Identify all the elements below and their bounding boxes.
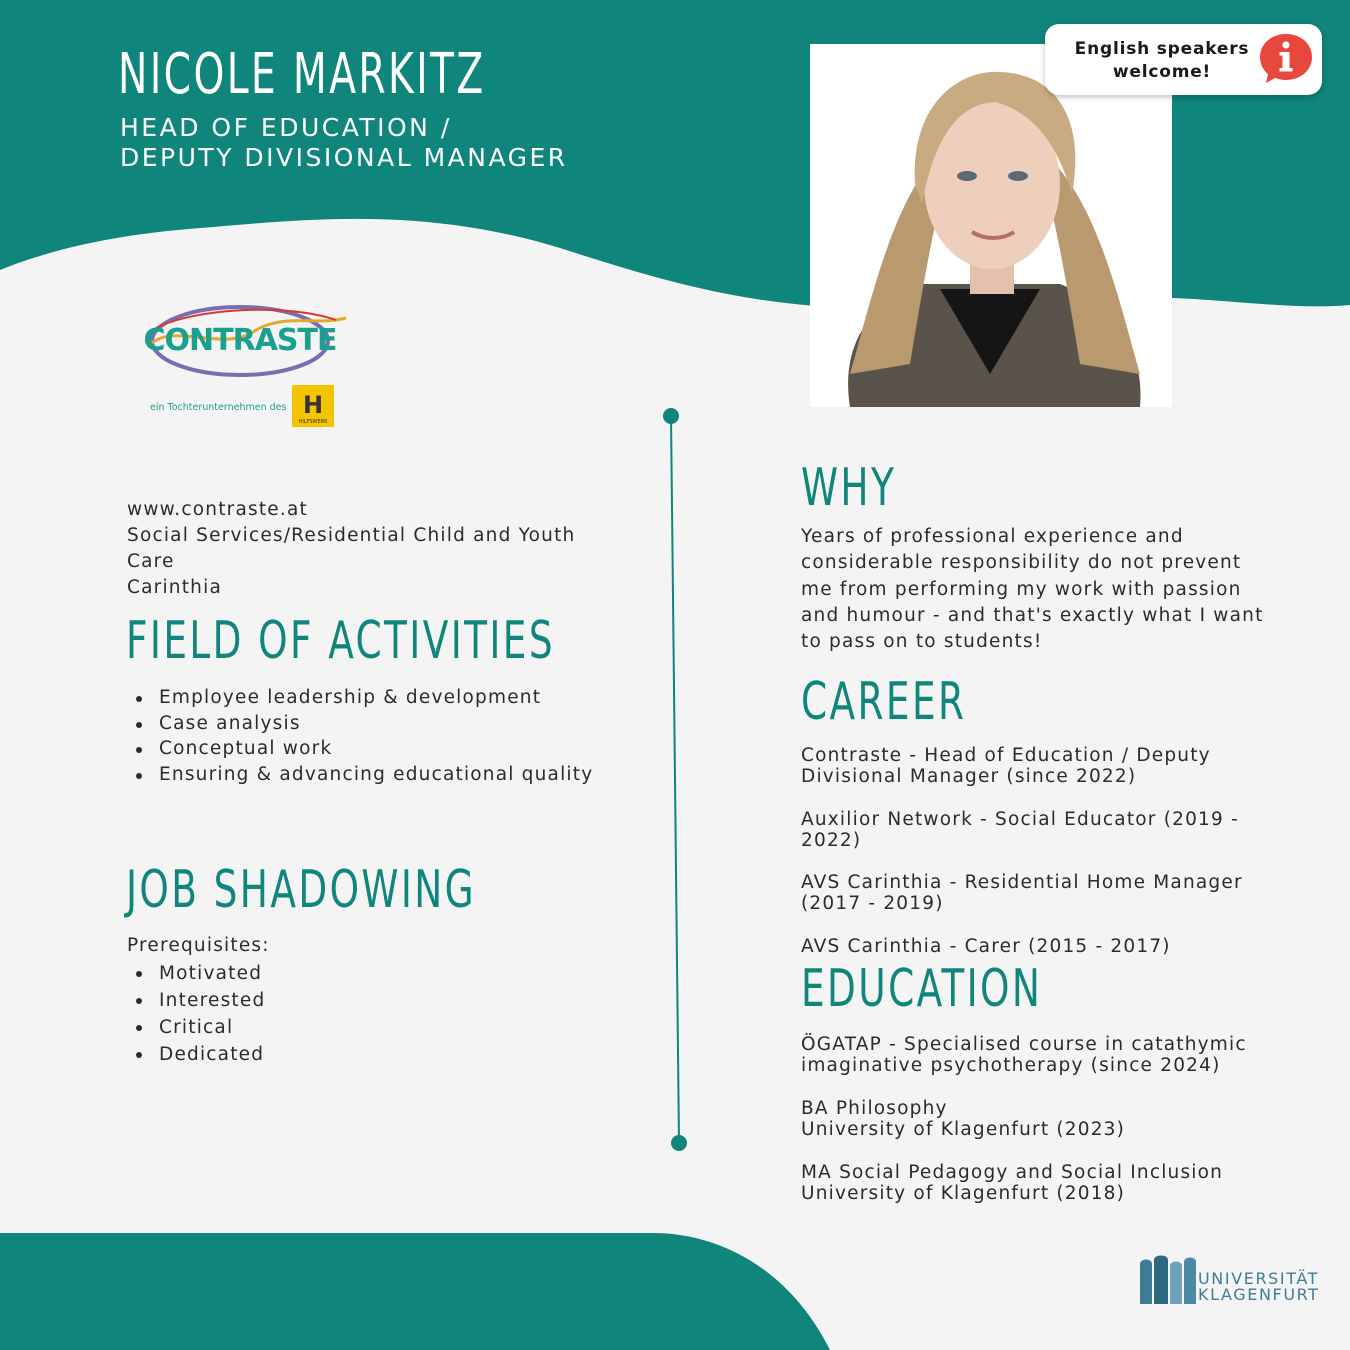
contraste-wordmark: CONTRASTE bbox=[143, 323, 337, 358]
university-name-line-2: KLAGENFURT bbox=[1198, 1285, 1320, 1304]
job-title bbox=[120, 113, 568, 173]
job-shadowing-heading: JOB SHADOWING bbox=[126, 860, 477, 920]
list-item: Case analysis bbox=[127, 711, 593, 737]
company-sector-line-2: Care bbox=[127, 551, 175, 572]
info-icon bbox=[1258, 32, 1314, 84]
field-of-activities-heading: FIELD OF ACTIVITIES bbox=[126, 611, 556, 671]
hilfswerk-mark: H bbox=[302, 391, 324, 419]
why-line: and humour - and that's exactly what I want bbox=[801, 604, 1264, 626]
company-info bbox=[127, 497, 627, 601]
contraste-logo bbox=[136, 298, 350, 430]
why-line: me from performing my work with passion bbox=[801, 578, 1242, 600]
education-heading: EDUCATION bbox=[801, 959, 1043, 1019]
list-item: Interested bbox=[127, 987, 265, 1014]
list-item: Critical bbox=[127, 1014, 265, 1041]
badge-text bbox=[1067, 38, 1257, 84]
list-item: Employee leadership & development bbox=[127, 685, 593, 711]
list-item: Motivated bbox=[127, 960, 265, 987]
career-entry: Auxilior Network - Social Educator (2019 - 2022) bbox=[801, 809, 1239, 851]
activities-list bbox=[127, 685, 593, 788]
company-website: www.contraste.at bbox=[127, 499, 308, 520]
education-entry: ÖGATAP - Specialised course in catathymic imaginative psychotherapy (since 2024) bbox=[801, 1034, 1247, 1076]
job-title-line-1: HEAD OF EDUCATION / bbox=[120, 113, 452, 142]
portrait-photo bbox=[810, 44, 1172, 407]
career-entry: AVS Carinthia - Carer (2015 - 2017) bbox=[801, 936, 1171, 957]
badge-line-2: welcome! bbox=[1112, 62, 1212, 82]
hilfswerk-name: HILFSWERK bbox=[298, 419, 328, 425]
why-line: considerable responsibility do not prevent bbox=[801, 552, 1242, 574]
prerequisites-label: Prerequisites: bbox=[127, 935, 270, 956]
company-sector-line-1: Social Services/Residential Child and Youth bbox=[127, 525, 576, 546]
university-name-line-1: UNIVERSITÄT bbox=[1198, 1269, 1320, 1288]
career-heading: CAREER bbox=[801, 672, 967, 732]
list-item: Ensuring & advancing educational quality bbox=[127, 762, 593, 788]
why-line: Years of professional experience and bbox=[801, 526, 1184, 547]
why-heading: WHY bbox=[801, 458, 897, 518]
education-entry: MA Social Pedagogy and Social Inclusion University of Klagenfurt (2018) bbox=[801, 1162, 1224, 1204]
career-entry: AVS Carinthia - Residential Home Manager (2017 - 2019) bbox=[801, 872, 1243, 914]
list-item: Conceptual work bbox=[127, 736, 593, 762]
career-entry: Contraste - Head of Education / Deputy Divisional Manager (since 2022) bbox=[801, 745, 1211, 787]
company-region: Carinthia bbox=[127, 577, 222, 598]
why-line: to pass on to students! bbox=[801, 631, 1043, 653]
why-text bbox=[801, 524, 1264, 655]
job-title-line-2: DEPUTY DIVISIONAL MANAGER bbox=[120, 143, 568, 172]
university-name bbox=[1198, 1271, 1320, 1303]
list-item: Dedicated bbox=[127, 1041, 265, 1068]
person-name: NICOLE MARKITZ bbox=[118, 42, 486, 107]
prerequisites-list bbox=[127, 960, 265, 1068]
education-entry: BA Philosophy University of Klagenfurt (2023) bbox=[801, 1098, 1126, 1140]
contraste-tagline: ein Tochterunternehmen des bbox=[150, 402, 287, 413]
badge-line-1: English speakers bbox=[1074, 39, 1250, 59]
